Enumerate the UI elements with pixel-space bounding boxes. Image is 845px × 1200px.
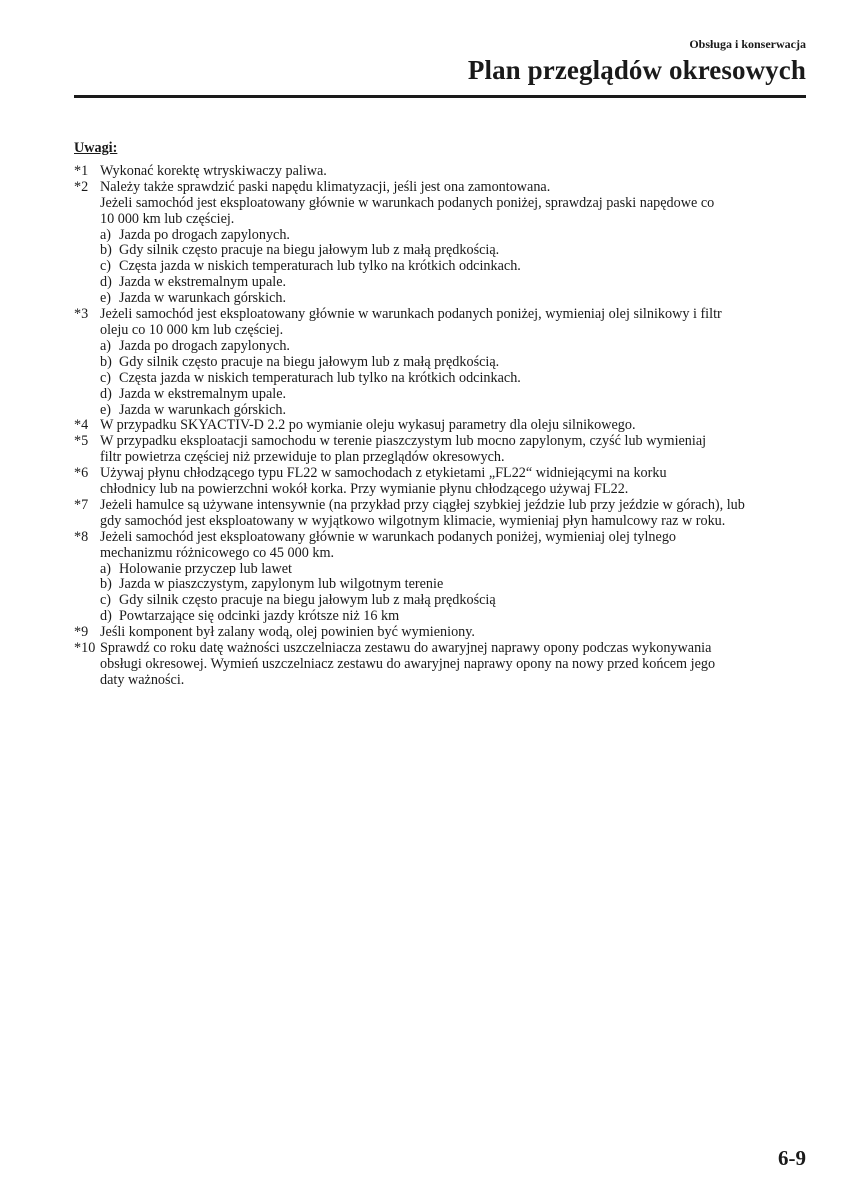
page-number: 6-9: [778, 1146, 806, 1170]
note-marker: *4: [74, 417, 89, 434]
condition-letter: a): [100, 226, 112, 243]
page-title: Plan przeglądów okresowych: [467, 55, 806, 85]
notes-heading: Uwagi:: [74, 140, 118, 156]
condition-text: Jazda w ekstremalnym upale.: [119, 385, 287, 402]
note-item: [74, 641, 810, 689]
condition-letter: e): [100, 290, 112, 307]
note-text: Jeżeli hamulce są używane intensywnie (na przykład przy ciągłej szybkiej jeździe lub przy jeździe w górach), lub: [100, 496, 745, 513]
note-text: filtr powietrza częściej niż przewiduje to plan przeglądów okresowych.: [100, 449, 505, 466]
condition-letter: c): [100, 258, 112, 275]
condition-item: [100, 339, 810, 355]
note-item: [74, 307, 810, 418]
note-text: chłodnicy lub na powierzchni wokół korka. Przy wymianie płynu chłodzącego używaj FL22.: [100, 481, 629, 498]
condition-item: [100, 387, 810, 403]
condition-item: [100, 403, 810, 419]
note-marker: *5: [74, 433, 89, 450]
note-marker: *2: [74, 178, 89, 195]
condition-list: [100, 339, 810, 419]
note-marker: *1: [74, 162, 89, 179]
condition-item: [100, 275, 810, 291]
condition-item: [100, 355, 810, 371]
note-item: [74, 625, 810, 641]
note-text: mechanizmu różnicowego co 45 000 km.: [100, 544, 335, 561]
condition-text: Gdy silnik często pracuje na biegu jałowym lub z małą prędkością.: [119, 353, 500, 370]
condition-text: Jazda w warunkach górskich.: [119, 401, 287, 418]
condition-item: [100, 228, 810, 244]
condition-text: Jazda po drogach zapylonych.: [119, 226, 290, 243]
condition-text: Gdy silnik często pracuje na biegu jałowym lub z małą prędkością: [119, 592, 496, 609]
note-item: [74, 164, 810, 180]
condition-list: [100, 562, 810, 626]
note-text: Jeśli komponent był zalany wodą, olej powinien być wymieniony.: [100, 624, 475, 641]
note-text: obsługi okresowej. Wymień uszczelniacz zestawu do awaryjnej naprawy opony na nowy przed końcem jego: [100, 656, 716, 672]
note-text: oleju co 10 000 km lub częściej.: [100, 321, 284, 338]
note-text: daty ważności.: [100, 671, 185, 688]
condition-text: Powtarzające się odcinki jazdy krótsze niż 16 km: [119, 608, 400, 625]
condition-letter: b): [100, 353, 112, 370]
condition-text: Jazda po drogach zapylonych.: [119, 337, 290, 354]
condition-list: [100, 228, 810, 308]
note-item: [74, 530, 810, 625]
note-text: Jeżeli samochód jest eksploatowany głównie w warunkach podanych poniżej, sprawdzaj paski napędowe co: [100, 194, 715, 211]
condition-item: [100, 609, 810, 625]
note-item: [74, 418, 810, 434]
note-marker: *9: [74, 624, 89, 641]
note-text: Jeżeli samochód jest eksploatowany głównie w warunkach podanych poniżej, wymieniaj olej tylnego: [100, 528, 677, 545]
condition-text: Częsta jazda w niskich temperaturach lub tylko na krótkich odcinkach.: [119, 258, 521, 275]
title-divider: [74, 95, 806, 98]
condition-item: [100, 243, 810, 259]
condition-letter: b): [100, 242, 112, 259]
condition-letter: a): [100, 560, 112, 577]
condition-letter: b): [100, 576, 112, 593]
note-text: W przypadku SKYACTIV-D 2.2 po wymianie oleju wykasuj parametry dla oleju silnikowego.: [100, 417, 636, 434]
notes-list: [74, 164, 810, 689]
note-marker: *7: [74, 496, 89, 513]
condition-text: Jazda w warunkach górskich.: [119, 290, 287, 307]
condition-letter: c): [100, 369, 112, 386]
condition-item: [100, 259, 810, 275]
note-marker: *10: [74, 640, 96, 657]
note-text: Wykonać korektę wtryskiwaczy paliwa.: [100, 162, 327, 179]
section-label: Obsługa i konserwacja: [689, 37, 806, 51]
note-item: [74, 434, 810, 466]
note-marker: *8: [74, 528, 89, 545]
condition-letter: d): [100, 608, 112, 625]
condition-text: Jazda w ekstremalnym upale.: [119, 274, 287, 291]
condition-text: Gdy silnik często pracuje na biegu jałowym lub z małą prędkością.: [119, 242, 500, 259]
condition-text: Częsta jazda w niskich temperaturach lub tylko na krótkich odcinkach.: [119, 369, 521, 386]
note-text: W przypadku eksploatacji samochodu w terenie piaszczystym lub mocno zapylonym, czyść lub wymieniaj: [100, 433, 707, 450]
note-marker: *3: [74, 306, 89, 323]
condition-item: [100, 291, 810, 307]
condition-text: Jazda w piaszczystym, zapylonym lub wilgotnym terenie: [119, 576, 444, 593]
condition-letter: c): [100, 592, 112, 609]
condition-letter: a): [100, 337, 112, 354]
notes-section: [74, 141, 810, 689]
note-item: [74, 180, 810, 307]
note-text: 10 000 km lub częściej.: [100, 210, 235, 227]
note-text: Sprawdź co roku datę ważności uszczelniacza zestawu do awaryjnej naprawy opony podczas wykonywania: [100, 640, 712, 657]
condition-item: [100, 593, 810, 609]
note-text: Należy także sprawdzić paski napędu klimatyzacji, jeśli jest ona zamontowana.: [100, 178, 551, 195]
note-text: Jeżeli samochód jest eksploatowany głównie w warunkach podanych poniżej, wymieniaj olej silnikowy i filtr: [100, 306, 722, 323]
note-text: gdy samochód jest eksploatowany w wyjątkowo wilgotnym klimacie, wymieniaj płyn hamulcowy raz w roku.: [100, 512, 726, 529]
note-marker: *6: [74, 465, 89, 482]
condition-letter: d): [100, 274, 112, 291]
condition-item: [100, 577, 810, 593]
note-item: [74, 466, 810, 498]
condition-letter: d): [100, 385, 112, 402]
note-item: [74, 498, 810, 530]
note-text: Używaj płynu chłodzącego typu FL22 w samochodach z etykietami „FL22“ widniejącymi na korku: [100, 465, 667, 482]
condition-item: [100, 562, 810, 578]
condition-item: [100, 371, 810, 387]
condition-letter: e): [100, 401, 112, 418]
condition-text: Holowanie przyczep lub lawet: [119, 560, 292, 577]
